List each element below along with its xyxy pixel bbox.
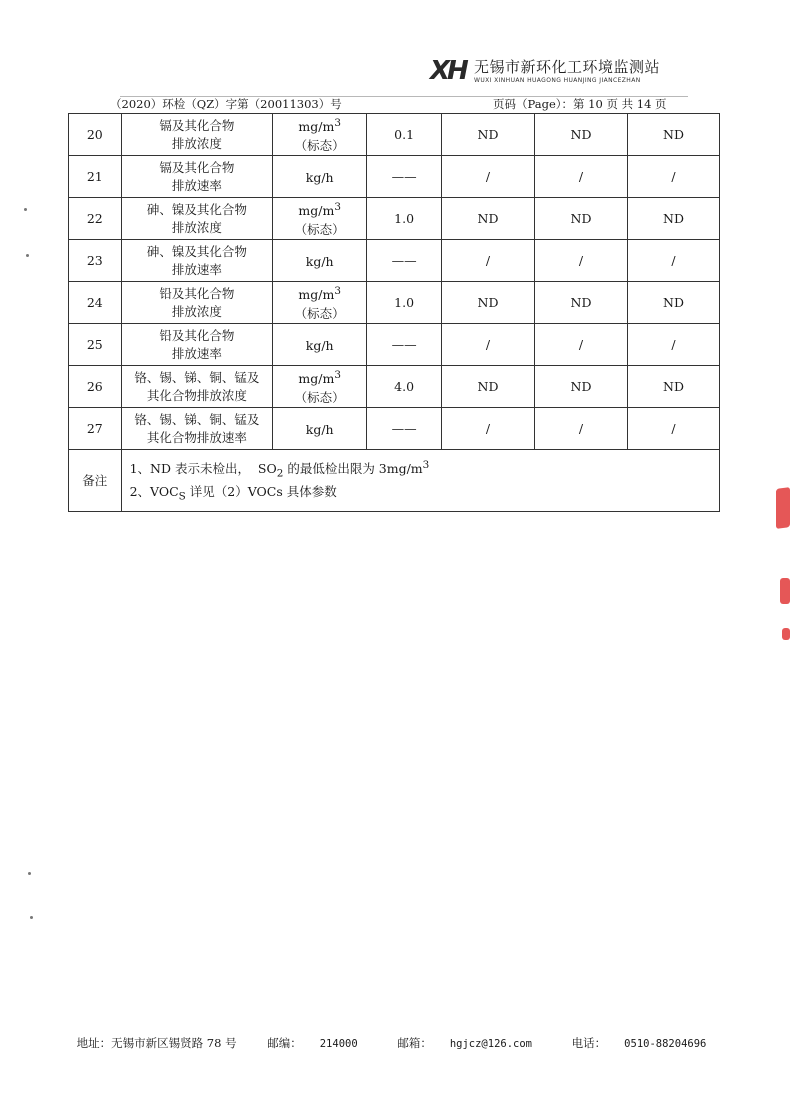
result-2: ND [534, 282, 627, 324]
result-1: / [441, 408, 534, 450]
unit: kg/h [273, 240, 367, 282]
item-name: 砷、镍及其化合物 排放速率 [121, 240, 273, 282]
limit-value: 1.0 [367, 282, 442, 324]
result-3: ND [627, 198, 719, 240]
footer-postcode: 邮编： 214000 [267, 1036, 358, 1050]
result-3: / [627, 156, 719, 198]
seal-fragment [780, 578, 790, 604]
result-1: ND [441, 366, 534, 408]
remarks-label: 备注 [69, 450, 122, 512]
result-1: / [441, 156, 534, 198]
footer-email: 邮箱： hgjcz@126.com [397, 1036, 533, 1050]
table-row [69, 240, 720, 282]
result-2: / [534, 324, 627, 366]
unit: $mg/m^3$（标态） [273, 114, 367, 156]
result-2: ND [534, 366, 627, 408]
result-1: / [441, 324, 534, 366]
org-name-en: WUXI XINHUAN HUAGONG HUANJING JIANCEZHAN [474, 77, 641, 84]
results-table-body [69, 114, 720, 512]
result-3: / [627, 408, 719, 450]
limit-value: —— [367, 408, 442, 450]
remark-line-2: 2、$VOC_S$ 详见（2）VOCs 具体参数 [129, 483, 337, 503]
limit-value: 1.0 [367, 198, 442, 240]
unit: $mg/m^3$（标态） [273, 198, 367, 240]
unit: kg/h [273, 408, 367, 450]
table-row [69, 282, 720, 324]
unit: $mg/m^3$（标态） [273, 366, 367, 408]
result-1: ND [441, 114, 534, 156]
scan-dot [30, 916, 33, 919]
scan-dot [28, 872, 31, 875]
row-number: 26 [69, 366, 122, 408]
org-logo [430, 54, 700, 90]
table-row [69, 366, 720, 408]
logo-mark: XH [430, 56, 466, 86]
item-name: 铬、锡、锑、铜、锰及 其化合物排放浓度 [121, 366, 273, 408]
scan-dot [24, 208, 27, 211]
row-number: 25 [69, 324, 122, 366]
row-number: 21 [69, 156, 122, 198]
result-3: ND [627, 366, 719, 408]
row-number: 22 [69, 198, 122, 240]
result-2: / [534, 240, 627, 282]
item-name: 铬、锡、锑、铜、锰及 其化合物排放速率 [121, 408, 273, 450]
table-row [69, 114, 720, 156]
unit: kg/h [273, 156, 367, 198]
seal-fragment [782, 628, 790, 640]
remarks-content [121, 450, 719, 512]
row-number: 24 [69, 282, 122, 324]
result-2: / [534, 408, 627, 450]
footer-phone: 电话： 0510-88204696 [571, 1036, 707, 1050]
table-row [69, 324, 720, 366]
table-row [69, 408, 720, 450]
limit-value: 0.1 [367, 114, 442, 156]
result-2: ND [534, 114, 627, 156]
scan-dot [26, 254, 29, 257]
unit: kg/h [273, 324, 367, 366]
row-number: 20 [69, 114, 122, 156]
unit: $mg/m^3$（标态） [273, 282, 367, 324]
result-1: / [441, 240, 534, 282]
item-name: 铅及其化合物 排放浓度 [121, 282, 273, 324]
seal-fragment [776, 487, 790, 529]
result-1: ND [441, 282, 534, 324]
result-1: ND [441, 198, 534, 240]
document-number: （2020）环检（QZ）字第（20011303）号 [110, 97, 342, 111]
result-2: / [534, 156, 627, 198]
result-3: / [627, 240, 719, 282]
result-3: ND [627, 282, 719, 324]
item-name: 砷、镍及其化合物 排放浓度 [121, 198, 273, 240]
org-name-cn: 无锡市新环化工环境监测站 [474, 58, 661, 76]
results-table [68, 113, 720, 512]
remarks-row [69, 450, 720, 512]
row-number: 27 [69, 408, 122, 450]
footer-address: 地址：无锡市新区锡贤路 78 号 [76, 1036, 237, 1050]
page-footer [0, 1035, 792, 1051]
item-name: 镉及其化合物 排放速率 [121, 156, 273, 198]
limit-value: —— [367, 324, 442, 366]
item-name: 铅及其化合物 排放速率 [121, 324, 273, 366]
result-3: / [627, 324, 719, 366]
table-row [69, 156, 720, 198]
item-name: 镉及其化合物 排放浓度 [121, 114, 273, 156]
limit-value: —— [367, 156, 442, 198]
limit-value: —— [367, 240, 442, 282]
result-2: ND [534, 198, 627, 240]
row-number: 23 [69, 240, 122, 282]
remark-line-1: 1、ND 表示未检出， $SO_2$ 的最低检出限为 $3mg/m^3$ [129, 459, 430, 480]
page-info: 页码（Page）：第 10 页 共 14 页 [493, 97, 667, 111]
limit-value: 4.0 [367, 366, 442, 408]
table-row [69, 198, 720, 240]
result-3: ND [627, 114, 719, 156]
